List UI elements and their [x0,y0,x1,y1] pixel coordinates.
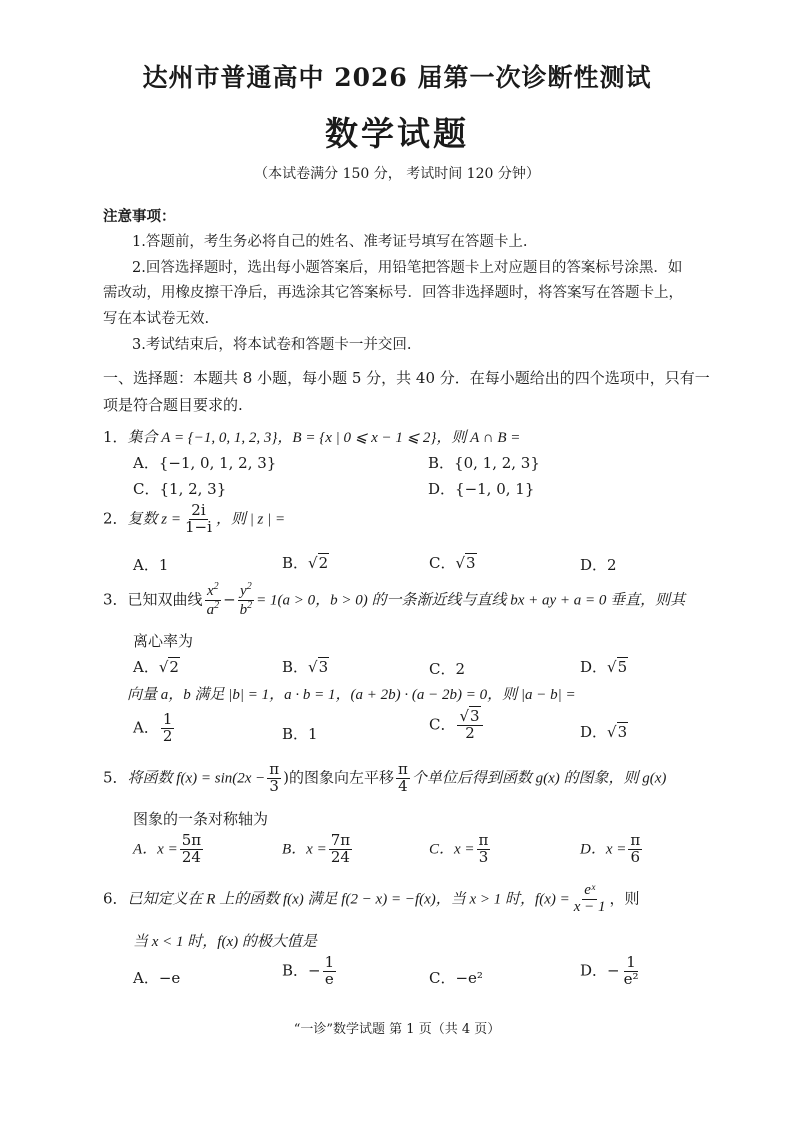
radicand: 3 [470,707,480,725]
fraction-denominator: 1−i [185,517,212,536]
question-number: 1． [103,428,128,446]
question-3 [103,582,685,619]
sqrt: √5 [607,658,628,676]
fraction [183,503,214,536]
question-6-line-2: 当 x < 1 时，f(x) 的极大值是 [133,934,317,950]
question-3-line-2: 离心率为 [133,632,194,650]
fraction-numerator: 1 [162,710,173,728]
question-stem: 集合 A = {−1, 0, 1, 2, 3}，B = {x | 0 ⩽ x − 1 ⩽ 2}，则 A ∩ B = [127,430,521,446]
q4-option-a [133,712,176,745]
fraction [628,833,642,866]
fraction-numerator: 7π [330,831,351,849]
fraction-denominator: 2 [465,723,475,742]
note-item-2-line-3: 写在本试卷无效. [103,311,210,327]
fraction-denominator: 3 [478,847,489,866]
page-footer: “一诊”数学试题 第 1 页（共 4 页） [293,1022,501,1037]
question-1 [103,426,520,447]
fraction-denominator: 3 [269,776,279,795]
fraction [457,709,482,742]
question-5-line-2: 图象的一条对称轴为 [133,810,269,828]
radicand: 2 [169,658,179,676]
q4-option-c [429,709,485,742]
q3-option-d [580,656,628,677]
fraction-numerator: 1 [324,953,335,971]
q6-option-c: C．−e² [429,969,483,987]
fraction-denominator: $a^2$ [206,599,220,618]
question-stem-suffix: = 1(a > 0，b > 0) 的一条渐近线与直线 bx + ay + a = 0 垂直，则其 [256,592,686,609]
question-stem-a: 已知定义在 R 上的函数 f(x) 满足 f(2 − x) = −f(x)，当 x > 1 时，f(x) = [127,891,570,908]
section-heading-line-1: 一、选择题：本题共 8 小题，每小题 5 分，共 40 分．在每小题给出的四个选项中，只有一 [103,369,710,387]
option-label: A． [133,718,159,737]
fraction-numerator: $x^2$ [206,581,219,599]
q6-option-a: A．−e [133,969,181,987]
option-label: C． [429,554,456,572]
q1-option-d: D．{−1, 0, 1} [428,480,535,498]
q2-option-a: A．1 [133,556,169,574]
q2-option-c [429,552,477,573]
fraction-denominator: 24 [181,847,201,866]
question-stem-prefix: 复数 z = [127,511,182,528]
option-label: C． [429,715,456,734]
minus-sign: − [223,590,236,609]
question-stem-b: ，则 [609,889,640,908]
q5-option-a [133,833,205,866]
radicand: 5 [617,658,628,676]
sqrt: √3 [607,723,628,741]
question-stem-suffix: ，则 | z | = [215,511,286,528]
sqrt: √2 [308,554,329,572]
question-stem-a: 将函数 f(x) = sin(2x − [127,770,266,787]
question-stem-c: 个单位后得到函数 g(x) 的图象，则 g(x) [411,770,667,787]
fraction-pi-3 [267,762,281,795]
fraction [329,833,352,866]
exam-title: 达州市普通高中 2026 届第一次诊断性测试 [142,63,652,92]
q6-option-d [580,955,643,988]
fraction-denominator: e² [623,969,639,988]
fraction-y2-b2 [238,582,255,619]
fraction [622,955,641,988]
q1-option-c: C．{1, 2, 3} [133,480,227,498]
fraction-numerator: π [478,831,489,849]
option-label: D． [580,723,608,741]
question-number: 5． [103,768,128,787]
option-label: D． [580,658,608,676]
note-item-2-line-2: 需改动，用橡皮擦干净后，再选涂其它答案标号．回答非选择题时，将答案写在答题卡上， [103,285,683,301]
option-label: A． [133,658,159,676]
sqrt: √3 [459,707,480,725]
q4-option-d [580,721,628,742]
fraction-denominator: e [324,969,334,988]
fraction-denominator: $b^2$ [239,599,253,618]
q3-option-b [282,656,329,677]
option-label: D．x = [580,841,627,858]
fraction-numerator: π [397,760,408,778]
fraction [572,883,608,916]
radicand: 3 [466,554,476,572]
fraction-numerator: π [269,760,280,778]
question-number: 6． [103,889,128,908]
sqrt: √3 [308,658,329,676]
q4-option-b: B．1 [282,725,318,743]
radicand: 3 [318,658,329,676]
option-label: C．x = [429,841,475,858]
option-label: B． [282,658,309,676]
fraction-denominator: 6 [630,847,641,866]
q2-option-d: D．2 [580,556,617,574]
sqrt: √3 [455,554,476,572]
note-item-2-line-1: 2.回答选择题时，选出每小题答案后，用铅笔把答题卡上对应题目的答案标号涂黑．如 [132,260,683,276]
question-number: 2． [103,509,128,528]
fraction-numerator: 2i [191,501,206,519]
question-4: 向量 a，b 满足 |b| = 1，a · b = 1，(a + 2b) · (a − 2b) = 0，则 |a − b| = [127,687,576,703]
fraction [180,833,203,866]
fraction [161,712,175,745]
fraction-numerator: eˣ [584,882,596,898]
fraction-denominator: 2 [162,726,173,745]
q6-option-b [282,955,338,988]
fraction-numerator: π [630,831,641,849]
fraction-numerator: 1 [626,953,636,971]
q2-option-b [282,552,329,573]
fraction-x2-a2 [205,582,222,619]
q5-option-b [282,833,354,866]
question-stem-b: )的图象向左平移 [283,768,394,787]
option-label: A．x = [133,841,178,858]
fraction-denominator: 4 [398,776,408,795]
fraction-pi-4 [396,762,410,795]
fraction-numerator: 5π [181,831,202,849]
q1-option-a: A．{−1, 0, 1, 2, 3} [133,454,277,472]
section-heading-line-2: 项是符合题目要求的. [103,396,243,414]
radicand: 3 [617,723,628,741]
question-6 [103,883,640,916]
fraction [323,955,337,988]
note-item-3: 3.考试结束后，将本试卷和答题卡一并交回. [132,337,412,353]
q5-option-c [429,833,492,866]
fraction-denominator: x − 1 [573,898,606,915]
radicand: 2 [318,554,329,572]
option-label: D．− [580,961,620,980]
subject-title: 数学试题 [325,114,469,153]
q3-option-a [133,656,180,677]
option-label: B． [282,554,309,572]
question-number: 3． [103,590,128,609]
sqrt: √2 [158,658,179,676]
notes-heading: 注意事项： [103,208,176,225]
q5-option-d [580,833,644,866]
q1-option-b: B．{0, 1, 2, 3} [428,454,540,472]
note-item-1: 1.答题前，考生务必将自己的姓名、准考证号填写在答题卡上. [132,234,528,250]
fraction [477,833,491,866]
exam-info: （本试卷满分 150 分， 考试时间 120 分钟） [254,166,540,182]
option-label: B．x = [282,841,327,858]
question-5 [103,762,666,795]
fraction-denominator: 24 [330,847,350,866]
fraction-numerator: $y^2$ [240,581,252,599]
question-stem-prefix: 已知双曲线 [127,590,203,609]
option-label: B．− [282,961,321,980]
question-2 [103,503,285,536]
q3-option-c: C．2 [429,660,466,678]
